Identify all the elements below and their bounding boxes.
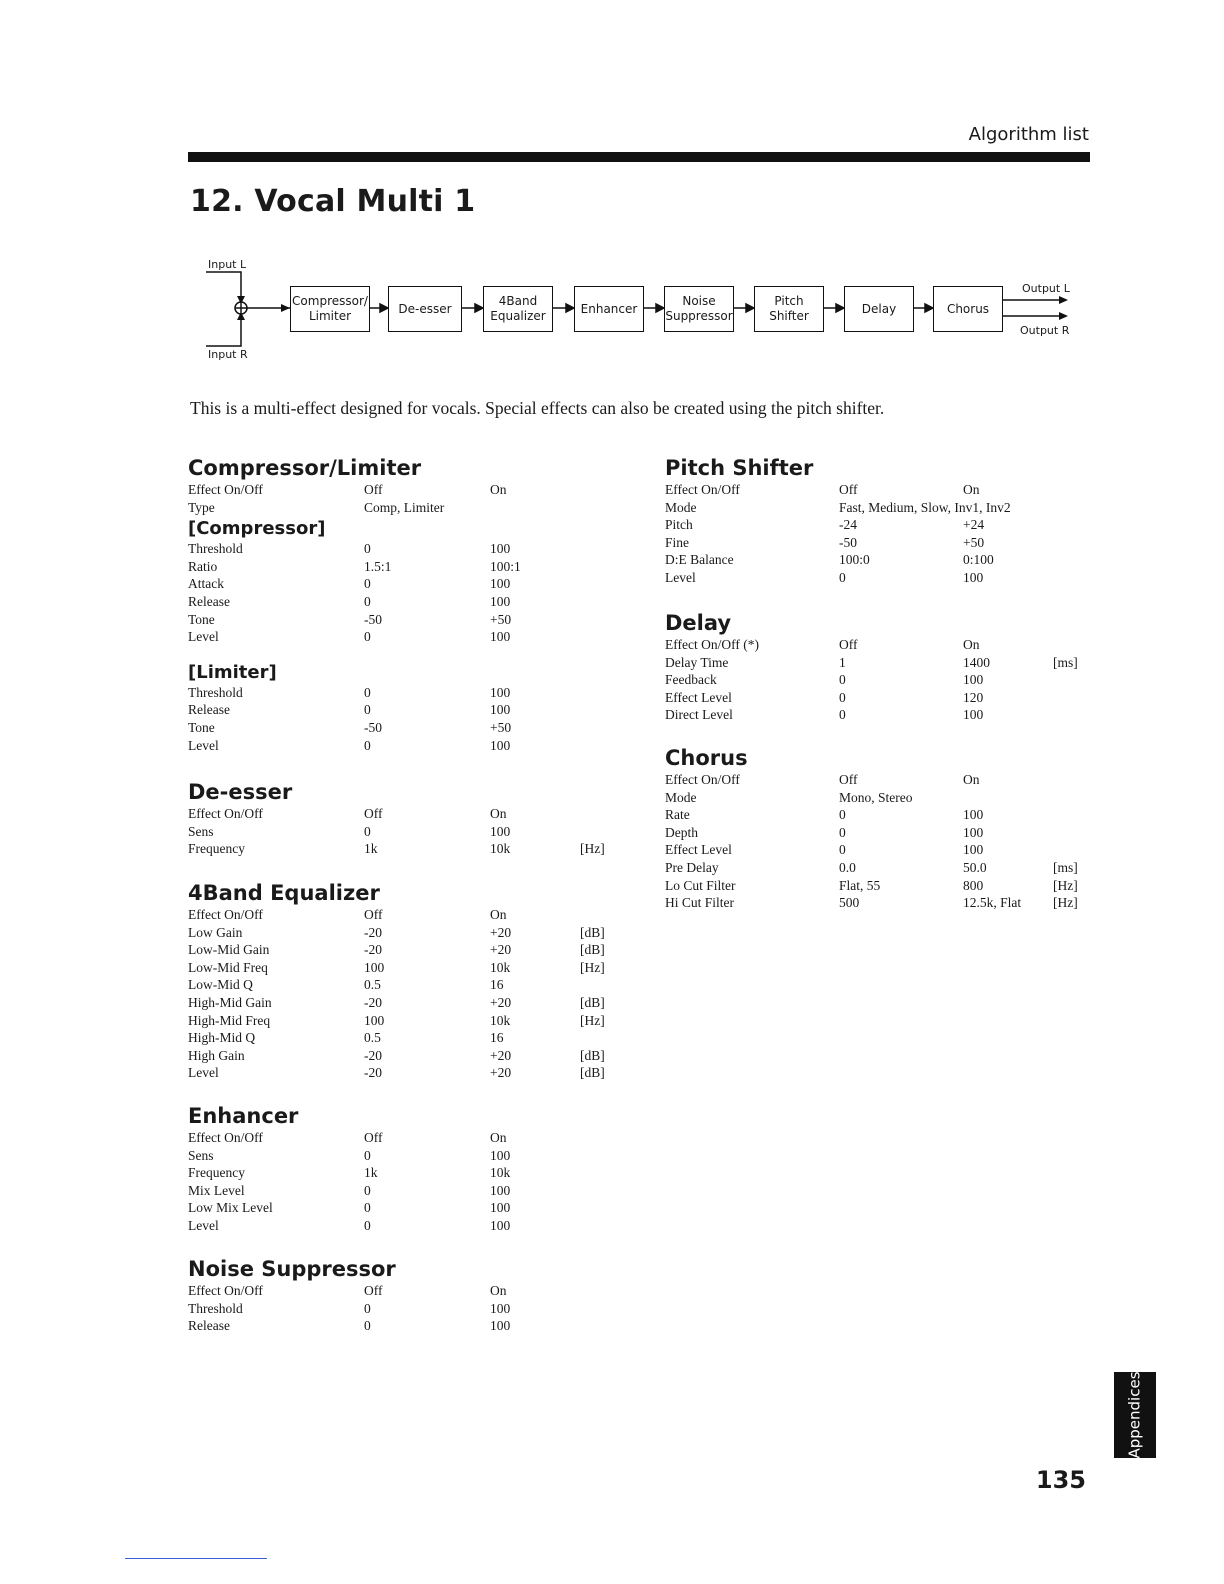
block-pitch-shifter: Pitch Shifter — [754, 286, 824, 332]
section-title: Compressor/Limiter — [188, 456, 422, 480]
param-name: Direct Level — [665, 707, 733, 723]
flow-arrow-head — [656, 304, 664, 312]
param-table — [665, 636, 1095, 724]
param-min: 100:0 — [839, 552, 870, 568]
param-name: Pre Delay — [665, 859, 719, 875]
param-max: 100 — [490, 702, 511, 718]
param-table — [188, 684, 628, 754]
page-number: 135 — [1035, 1466, 1086, 1494]
param-max: 100 — [490, 684, 511, 700]
param-max: 16 — [490, 977, 504, 993]
param-min: 1k — [364, 1165, 378, 1181]
block-noise-suppressor: Noise Suppressor — [664, 286, 734, 332]
param-max: 100 — [490, 1318, 511, 1334]
output-r-label: Output R — [1020, 324, 1070, 337]
param-min: 0 — [839, 807, 846, 823]
param-row — [188, 628, 628, 646]
param-name: Hi Cut Filter — [665, 895, 735, 911]
param-min: 0 — [839, 824, 846, 840]
param-row — [188, 959, 628, 977]
param-min: Off — [839, 637, 858, 652]
param-max: On — [490, 482, 507, 497]
param-max: +20 — [490, 942, 512, 958]
param-row — [188, 737, 628, 755]
param-min: 0 — [364, 1182, 371, 1198]
param-max: 100 — [490, 737, 511, 753]
param-name: Lo Cut Filter — [665, 877, 736, 893]
intro-text: This is a multi-effect designed for vocals. Special effects can also be created using the pitch shifter. — [190, 398, 885, 418]
param-name: Pitch — [665, 517, 693, 533]
param-max: +50 — [490, 611, 512, 627]
flow-arrow-head — [746, 304, 754, 312]
param-name: Level — [188, 1065, 219, 1081]
param-min: Off — [839, 772, 858, 787]
param-name: Ratio — [188, 558, 218, 574]
param-row — [665, 636, 1095, 654]
param-name: Low-Mid Q — [188, 977, 253, 993]
param-row — [188, 1300, 628, 1318]
param-name: Effect Level — [665, 842, 732, 858]
param-max: On — [963, 772, 980, 787]
param-row — [665, 824, 1095, 842]
param-min: Fast, Medium, Slow, Inv1, Inv2 — [839, 499, 1011, 515]
param-row — [188, 1164, 628, 1182]
param-name: Low-Mid Freq — [188, 959, 268, 975]
param-row — [188, 1012, 628, 1030]
param-name: Depth — [665, 824, 698, 840]
param-unit: [dB] — [580, 924, 605, 940]
param-row — [188, 805, 628, 823]
param-name: Low-Mid Gain — [188, 942, 270, 958]
param-name: Attack — [188, 576, 224, 592]
param-max: On — [490, 907, 507, 922]
param-row — [188, 1199, 628, 1217]
param-row — [665, 534, 1095, 552]
param-name: Fine — [665, 534, 690, 550]
param-row — [188, 575, 628, 593]
param-name: High-Mid Gain — [188, 994, 272, 1010]
section-noise-suppressor — [188, 1256, 628, 1335]
param-row — [188, 611, 628, 629]
output-l-label: Output L — [1022, 282, 1070, 295]
param-row — [665, 499, 1095, 517]
param-name: Effect On/Off — [188, 907, 263, 922]
section-enhancer — [188, 1103, 628, 1235]
param-row — [665, 516, 1095, 534]
param-min: 0 — [364, 684, 371, 700]
param-max: 1400 — [963, 654, 990, 670]
param-max: 100 — [490, 823, 511, 839]
param-max: 100 — [490, 1182, 511, 1198]
param-name: Effect Level — [665, 689, 732, 705]
block-delay: Delay — [844, 286, 914, 332]
param-min: 0 — [364, 1318, 371, 1334]
param-row — [188, 540, 628, 558]
block-compressor-limiter: Compressor/ Limiter — [290, 286, 370, 332]
param-table — [665, 771, 1095, 912]
param-name: Frequency — [188, 841, 245, 857]
param-max: 100 — [490, 541, 511, 557]
param-name: High-Mid Freq — [188, 1012, 271, 1028]
param-unit: [Hz] — [1053, 895, 1078, 911]
param-name: Effect On/Off — [188, 482, 263, 497]
header-rule — [188, 152, 1090, 162]
param-min: 0.0 — [839, 859, 856, 875]
param-max: 100 — [490, 1300, 511, 1316]
param-min: 0 — [364, 576, 371, 592]
param-max: 100 — [490, 1217, 511, 1233]
param-min: -20 — [364, 994, 382, 1010]
param-row — [188, 941, 628, 959]
param-row — [188, 593, 628, 611]
param-unit: [Hz] — [580, 1012, 605, 1028]
param-min: 0 — [364, 823, 371, 839]
param-unit: [Hz] — [1053, 877, 1078, 893]
header-section-label: Algorithm list — [968, 124, 1089, 145]
section-title: Pitch Shifter — [665, 456, 814, 480]
param-name: Level — [188, 629, 219, 645]
param-name: Rate — [665, 807, 690, 823]
param-name: Level — [188, 737, 219, 753]
param-min: 0 — [364, 1200, 371, 1216]
param-row — [188, 719, 628, 737]
param-max: 10k — [490, 959, 511, 975]
param-unit: [Hz] — [580, 959, 605, 975]
param-max: 100 — [963, 824, 984, 840]
param-min: -50 — [364, 719, 382, 735]
section-4band-equalizer — [188, 880, 628, 1082]
param-min: Flat, 55 — [839, 877, 881, 893]
param-min: -50 — [839, 534, 857, 550]
subsection-title: [Limiter] — [188, 661, 277, 683]
param-max: 100 — [963, 569, 984, 585]
param-min: Off — [839, 482, 858, 497]
param-min: -20 — [364, 942, 382, 958]
param-min: Off — [364, 1283, 383, 1298]
param-min: 100 — [364, 959, 385, 975]
param-max: 10k — [490, 1165, 511, 1181]
param-min: Off — [364, 907, 383, 922]
param-min: 0 — [364, 593, 371, 609]
param-min: 0 — [364, 1300, 371, 1316]
param-row — [188, 1147, 628, 1165]
param-name: Type — [188, 499, 215, 515]
section-title: Enhancer — [188, 1104, 299, 1128]
param-row — [665, 689, 1095, 707]
param-name: Effect On/Off — [665, 772, 740, 787]
param-min: Mono, Stereo — [839, 789, 913, 805]
param-row — [188, 1047, 628, 1065]
param-min: -20 — [364, 924, 382, 940]
param-name: Threshold — [188, 1300, 243, 1316]
param-max: 100 — [963, 707, 984, 723]
param-name: Effect On/Off — [188, 1130, 263, 1145]
param-min: -20 — [364, 1047, 382, 1063]
section-compressor-limiter — [188, 455, 628, 754]
param-max: 10k — [490, 1012, 511, 1028]
param-max: 100 — [490, 629, 511, 645]
section-title: 4Band Equalizer — [188, 881, 380, 905]
param-row — [188, 924, 628, 942]
section-delay — [665, 610, 1095, 724]
param-unit: [ms] — [1053, 859, 1078, 875]
param-row — [188, 1217, 628, 1235]
param-row — [665, 551, 1095, 569]
param-min: 0 — [364, 629, 371, 645]
param-min: 0 — [364, 702, 371, 718]
param-row — [188, 701, 628, 719]
param-max: On — [490, 806, 507, 821]
param-min: 0.5 — [364, 1030, 381, 1046]
param-max: 100 — [490, 1147, 511, 1163]
param-row — [665, 806, 1095, 824]
param-min: 1k — [364, 841, 378, 857]
flow-arrow-head — [925, 304, 933, 312]
block-enhancer: Enhancer — [574, 286, 644, 332]
param-name: Release — [188, 593, 230, 609]
block-4band-equalizer: 4Band Equalizer — [483, 286, 553, 332]
param-row — [665, 771, 1095, 789]
param-row — [188, 823, 628, 841]
param-max: 100 — [490, 593, 511, 609]
param-name: Mix Level — [188, 1182, 245, 1198]
param-table — [188, 481, 628, 516]
param-min: -24 — [839, 517, 857, 533]
section-title: Chorus — [665, 746, 748, 770]
param-max: 100:1 — [490, 558, 521, 574]
param-row — [188, 906, 628, 924]
param-unit: [dB] — [580, 942, 605, 958]
param-name: Threshold — [188, 684, 243, 700]
param-row — [188, 840, 628, 858]
param-min: 0 — [839, 707, 846, 723]
param-name: Effect On/Off — [188, 1283, 263, 1298]
param-unit: [dB] — [580, 1065, 605, 1081]
param-name: D:E Balance — [665, 552, 734, 568]
param-name: Sens — [188, 823, 214, 839]
block-de-esser: De-esser — [388, 286, 462, 332]
appendices-tab — [1114, 1372, 1156, 1458]
param-unit: [dB] — [580, 1047, 605, 1063]
param-min: 0 — [839, 569, 846, 585]
param-max: +20 — [490, 1047, 512, 1063]
param-max: 16 — [490, 1030, 504, 1046]
param-name: Low Gain — [188, 924, 243, 940]
param-row — [665, 894, 1095, 912]
param-min: Off — [364, 482, 383, 497]
param-name: Level — [188, 1217, 219, 1233]
param-max: 100 — [490, 576, 511, 592]
flow-arrow-head — [475, 304, 483, 312]
param-max: On — [963, 637, 980, 652]
param-name: Delay Time — [665, 654, 729, 670]
param-max: 0:100 — [963, 552, 994, 568]
section-chorus — [665, 745, 1095, 912]
param-row — [665, 859, 1095, 877]
param-row — [188, 1317, 628, 1335]
param-name: Low Mix Level — [188, 1200, 273, 1216]
param-name: Effect On/Off (*) — [665, 637, 759, 652]
param-row — [188, 684, 628, 702]
param-name: Tone — [188, 611, 215, 627]
param-max: 10k — [490, 841, 511, 857]
param-row — [188, 481, 628, 499]
block-chorus: Chorus — [933, 286, 1003, 332]
param-max: +50 — [963, 534, 985, 550]
param-min: 0 — [364, 737, 371, 753]
param-max: 800 — [963, 877, 984, 893]
param-max: 50.0 — [963, 859, 987, 875]
section-de-esser — [188, 779, 628, 858]
param-table — [188, 906, 628, 1082]
param-max: +24 — [963, 517, 985, 533]
param-name: Feedback — [665, 672, 717, 688]
param-unit: [dB] — [580, 994, 605, 1010]
subsection-title: [Compressor] — [188, 518, 326, 540]
param-max: 100 — [963, 672, 984, 688]
param-name: Release — [188, 702, 230, 718]
param-max: 100 — [490, 1200, 511, 1216]
page-title: 12. Vocal Multi 1 — [190, 184, 476, 219]
param-row — [188, 1064, 628, 1082]
section-title: Noise Suppressor — [188, 1257, 396, 1281]
param-min: 1 — [839, 654, 846, 670]
section-title: Delay — [665, 611, 732, 635]
param-row — [188, 499, 628, 517]
param-min: 100 — [364, 1012, 385, 1028]
param-row — [188, 976, 628, 994]
param-name: Level — [665, 569, 696, 585]
signal-flow-diagram — [204, 252, 1084, 368]
appendices-tab-label: Appendices — [1126, 1371, 1144, 1459]
param-min: 0 — [364, 1147, 371, 1163]
param-name: Mode — [665, 789, 697, 805]
param-max: On — [490, 1130, 507, 1145]
param-table — [188, 1129, 628, 1235]
param-row — [665, 481, 1095, 499]
param-name: Frequency — [188, 1165, 245, 1181]
input-r-label: Input R — [208, 348, 248, 361]
param-row — [188, 1282, 628, 1300]
param-row — [665, 654, 1095, 672]
param-name: High-Mid Q — [188, 1030, 256, 1046]
param-min: 0 — [364, 1217, 371, 1233]
param-max: 12.5k, Flat — [963, 895, 1022, 911]
param-max: 120 — [963, 689, 984, 705]
param-table — [188, 805, 628, 858]
param-name: High Gain — [188, 1047, 245, 1063]
param-min: Comp, Limiter — [364, 499, 445, 515]
param-min: -50 — [364, 611, 382, 627]
section-title: De-esser — [188, 780, 293, 804]
param-table — [188, 1282, 628, 1335]
param-min: 0 — [839, 672, 846, 688]
param-row — [188, 1182, 628, 1200]
param-name: Threshold — [188, 541, 243, 557]
param-max: 100 — [963, 807, 984, 823]
param-row — [665, 671, 1095, 689]
flow-arrow-head — [566, 304, 574, 312]
param-min: 1.5:1 — [364, 558, 392, 574]
param-name: Release — [188, 1318, 230, 1334]
param-min: Off — [364, 806, 383, 821]
param-max: +50 — [490, 719, 512, 735]
section-pitch-shifter — [665, 455, 1095, 587]
param-min: Off — [364, 1130, 383, 1145]
param-row — [188, 994, 628, 1012]
param-row — [188, 1129, 628, 1147]
param-min: 500 — [839, 895, 860, 911]
param-max: +20 — [490, 924, 512, 940]
param-min: -20 — [364, 1065, 382, 1081]
param-unit: [Hz] — [580, 841, 605, 857]
param-name: Sens — [188, 1147, 214, 1163]
param-table — [188, 540, 628, 646]
param-row — [188, 1029, 628, 1047]
param-max: 100 — [963, 842, 984, 858]
param-row — [665, 789, 1095, 807]
param-table — [665, 481, 1095, 587]
param-max: On — [490, 1283, 507, 1298]
input-l-label: Input L — [208, 258, 247, 271]
param-name: Tone — [188, 719, 215, 735]
param-min: 0 — [839, 842, 846, 858]
param-unit: [ms] — [1053, 654, 1078, 670]
param-name: Mode — [665, 499, 697, 515]
param-min: 0 — [364, 541, 371, 557]
flow-arrow-head — [836, 304, 844, 312]
footer-rule — [125, 1558, 267, 1559]
param-row — [188, 558, 628, 576]
flow-arrow-head — [380, 304, 388, 312]
param-max: On — [963, 482, 980, 497]
param-max: +20 — [490, 994, 512, 1010]
param-row — [665, 841, 1095, 859]
param-row — [665, 569, 1095, 587]
param-max: +20 — [490, 1065, 512, 1081]
param-min: 0 — [839, 689, 846, 705]
param-row — [665, 706, 1095, 724]
param-min: 0.5 — [364, 977, 381, 993]
param-name: Effect On/Off — [188, 806, 263, 821]
param-name: Effect On/Off — [665, 482, 740, 497]
param-row — [665, 877, 1095, 895]
